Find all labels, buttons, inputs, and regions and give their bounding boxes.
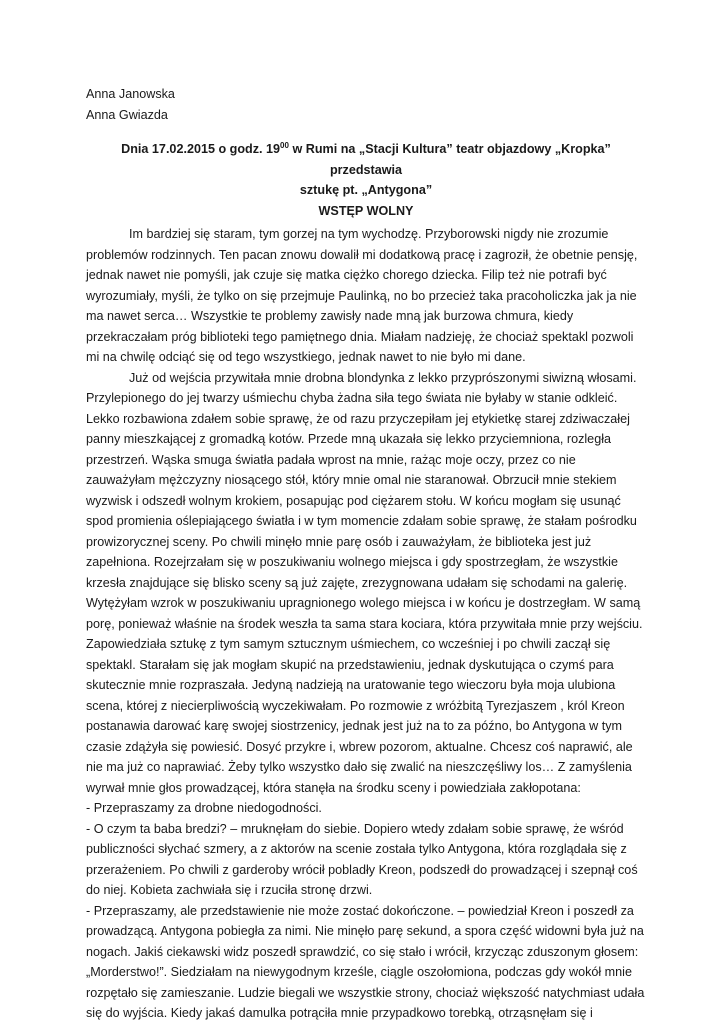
dialogue-line: - O czym ta baba bredzi? – mruknęłam do siebie. Dopiero wtedy zdałam sobie sprawę, że wśród publiczności słychać szmery, a z aktorów na scenie została tylko Antygona, która rozglądała się z przerażeniem. Po chwili z garderoby wrócił pobladły Kreon, podszedł do prowadzącej i szepnął coś do niej. Kobieta zachwiała się i rzuciła stronę drzwi. bbox=[86, 821, 638, 897]
event-announcement bbox=[86, 139, 646, 221]
author-name: Anna Gwiazda bbox=[86, 107, 168, 122]
story-paragraph: Już od wejścia przywitała mnie drobna blondynka z lekko przyprószonymi siwizną włosami. Przylepionego do jej twarzy uśmiechu chyba żadna siła tego świata nie byłaby w stanie odkleić. Lekko rozbawiona zdałem sobie sprawę, że od razu przyczepiłam jej etykietkę starej zdziwaczałej panny mieszkającej z gromadką kotów. Przede mną ukazała się lekko przyciemniona, rozległa przestrzeń. Wąska smuga światła padała wprost na mnie, rażąc moje oczy, przez co nie zauważyłam mężczyzny niosącego stół, który mnie omal nie staranował. Obrzucił mnie stekiem wyzwisk i odszedł wolnym krokiem, posapując pod ciężarem stołu. W końcu mogłam się usunąć spod promienia oślepiającego światła i w tym momencie zdałam sobie sprawę, że stałam pośrodku prowizorycznej sceny. Po chwili minęło mnie parę osób i zauważyłam, że biblioteka jest już zapełniona. Rozejrzałam się w poszukiwaniu wolnego miejsca i gdy spostrzegłam, że wszystkie krzesła znajdujące się blisko sceny są już zajęte, zrezygnowana udałam się schodami na galerię. Wytężyłam wzrok w poszukiwaniu upragnionego wolego miejsca i w końcu je dostrzegłam. W samą porę, ponieważ właśnie na środek weszła ta sama stara kociara, która przywitała mnie przy wejściu. Zapowiedziała sztukę z tym samym sztucznym uśmiechem, co wcześniej i po chwili zaczął się spektakl. Starałam się jak mogłam skupić na przedstawieniu, jednak dyskutująca o czymś para skutecznie mnie rozpraszała. Jedyną nadzieją na uratowanie tego wieczoru była moja ulubiona scena, której z niecierpliwością wyczekiwałam. Po rozmowie z wróżbitą Tyrezjaszem , król Kreon postanawia darować karę swojej siostrzenicy, jednak jest już na to za późno, bo Antygona w tym czasie zdążyła się powiesić. Dosyć przykre i, wbrew pozorom, aktualne. Chcesz coś naprawić, ale nie ma już co naprawiać. Żeby tylko wszystko dało się zwalić na nieszczęśliwy los… Z zamyślenia wyrwał mnie głos prowadzącej, która stanęła na środku sceny i powiedziała zakłopotana: bbox=[86, 370, 643, 795]
time-minutes-superscript: 00 bbox=[280, 140, 289, 150]
dialogue-line: - Przepraszamy za drobne niedogodności. bbox=[86, 801, 322, 815]
story-paragraph: Im bardziej się staram, tym gorzej na tym wychodzę. Przyborowski nigdy nie zrozumie problemów rodzinnych. Ten pacan znowu dowalił mi dodatkową pracę i zagroził, że obetnie pensję, jednak nawet nie pomyśli, jak czuje się matka ciężko chorego dziecka. Filip też nie potrafi być wyrozumiały, myśli, że tylko on się przejmuje Paulinką, no bo przecież taka pracoholiczka jak ja nie ma nawet serca… Wszystkie te problemy zawisły nade mną jak burzowa chmura, kiedy przekraczałam próg biblioteki tego pamiętnego dnia. Miałam nadzieję, że chociaż spektakl pozwoli mi na chwilę odciąć się od tego wszystkiego, jednak nawet to nie było mi dane. bbox=[86, 227, 638, 364]
document-page bbox=[86, 84, 646, 1024]
announcement-line-1 bbox=[86, 139, 646, 180]
story-body bbox=[86, 224, 646, 1024]
announcement-line-2: sztukę pt. „Antygona” bbox=[299, 183, 433, 197]
dialogue-line: - Przepraszamy, ale przedstawienie nie może zostać dokończone. – powiedział Kreon i poszedł za prowadzącą. Antygona pobiegła za nimi. Nie minęło parę sekund, a spora część widowni była już na nogach. Jakiś ciekawski widz poszedł sprawdzić, co się stało i wrócił, krzycząc zduszonym głosem: „Morderstwo!”. Siedziałam na niewygodnym krześle, ciągle oszołomiona, podczas gdy wokół mnie rozpętało się zamieszanie. Ludzie biegali we wszystkie strony, chociaż większość natychmiast udała się do wyjścia. Kiedy jakaś damulka potrąciła mnie przypadkowo torebką, otrząsnęłam się i bbox=[86, 903, 645, 1020]
free-entry-notice: WSTĘP WOLNY bbox=[318, 203, 414, 218]
announcement-date-time: Dnia 17.02.2015 o godz. 19 bbox=[121, 142, 281, 156]
author-name: Anna Janowska bbox=[86, 87, 175, 101]
announcement-venue: w Rumi na „Stacji Kultura” teatr objazdowy „Kropka” przedstawia bbox=[288, 142, 611, 177]
authors-block bbox=[86, 84, 646, 125]
